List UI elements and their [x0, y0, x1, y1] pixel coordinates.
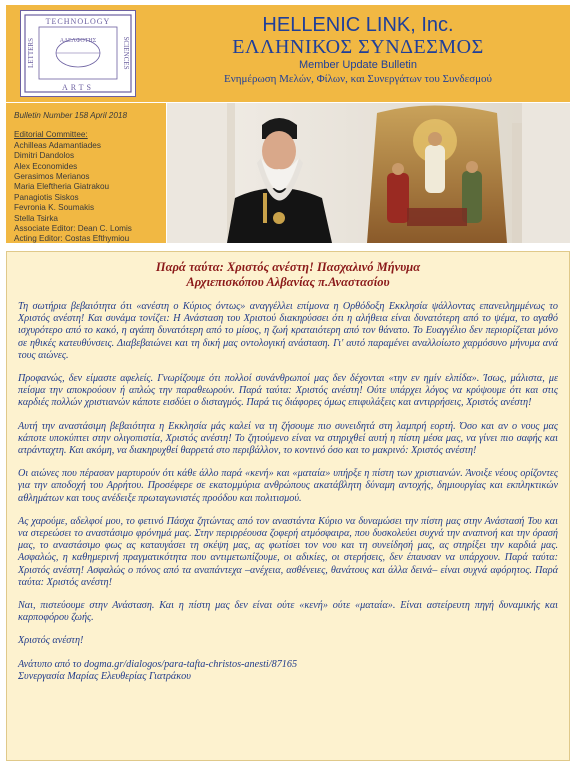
article-title-line-2: Αρχιεπισκόπου Αλβανίας π.Αναστασίου: [186, 275, 390, 289]
article-paragraph: Ναι, πιστεύουμε στην Ανάσταση. Και η πίστη μας δεν είναι ούτε «κενή» ούτε «ματαία». Είναι αστείρευτη πηγή δυναμικής και καρποφόρου ζωής.: [18, 600, 558, 624]
committee-member: Maria Eleftheria Giatrakou: [14, 182, 110, 192]
associate-editor: Associate Editor: Dean C. Lomis: [14, 224, 132, 234]
article-closing: Χριστός ανέστη!: [18, 635, 84, 647]
org-name-greek: ΕΛΛΗΝΙΚΟΣ ΣΥΝΔΕΣΜΟΣ: [232, 36, 484, 58]
contributor-line: Συνεργασία Μαρίας Ελευθερίας Γιατράκου: [18, 670, 191, 682]
logo-word-letters: LETTERS: [27, 38, 35, 68]
editorial-panel: [6, 103, 166, 243]
acting-editor: Acting Editor: Costas Efthymiou: [14, 234, 130, 244]
committee-member: Stella Tsirka: [14, 213, 58, 223]
article-title-line-1: Παρά ταύτα: Χριστός ανέστη! Πασχαλινό Μήνυμα: [155, 260, 421, 274]
committee-member: Panagiotis Siskos: [14, 192, 79, 202]
article-paragraph: Ας χαρούμε, αδελφοί μου, το φετινό Πάσχα ζητώντας από τον αναστάντα Κύριο να δυναμώσει την πίστη μας στην Ανάστασή Του και να στερεώσει το αναστάσιμο φρόνημά μας. Στην περιρρέουσα ζοφερή ατμόσφαιρα, που δυσκολεύει συχνά την αναπνοή και την όρασή μας, το αναστάσιμο φως ας καταυγάσει τη σκέψη μας, ας φωτίσει τον νου και τη συνείδησή μας, ας στηρίξει την καρδιά μας. Ασφαλώς, η καθημερινή πραγματικότητα που αντιμετωπίζουμε, οι αδικίες, οι στερήσεις, δεν έπαυσαν να υπάρχουν. Παρά ταύτα: Χριστός ανέστη! Ασφαλώς ο πόνος από τα αναπάντεχα –ανέχεια, ασθένειες, θανάτους και άλλα δεινά– είναι συχνά αφόρητος. Παρά ταύτα: Χριστός ανέστη!: [18, 515, 558, 588]
committee-member: Achilleas Adamantiades: [14, 140, 101, 150]
archbishop-photo: [167, 103, 570, 243]
photo-illustration: [167, 103, 570, 243]
logo-word-adelfotis: ΑΔΕΛΦΟΤΗΣ: [59, 38, 97, 44]
logo-word-sciences: SCIENCES: [122, 36, 130, 70]
article-content: [6, 251, 570, 761]
article-paragraph: Τη σωτήρια βεβαιότητα ότι «ανέστη ο Κύριος όντως» αναγγέλλει επίμονα η Ορθόδοξη Εκκλησία ψάλλοντας επανειλημμένως το Χριστός ανέστη! Και συνάμα τονίζει: Η Ανάσταση του Χριστού διακηρύσσει ότι η αλήθεια είναι δυνατότερη από το ψέμα, το αγαθό ισχυρότερο από το κακό, η αγάπη δυνατότερη από το μίσος, η ζωή κραταιότερη από τον θάνατο. Το Ευαγγέλιο δεν περιορίζεται μόνο σε ηθικές κατευθύνσεις. Διαβεβαιώνει και τη δική μας οντολογική ανάσταση. Γι' αυτό παραμένει αναλλοίωτο χαρμόσυνο μήνυμα ανά τους αιώνες.: [18, 301, 558, 361]
committee-heading: Editorial Committee:: [14, 130, 88, 140]
committee-member: Dimitri Dandolos: [14, 151, 75, 161]
article-paragraph: Προφανώς, δεν είμαστε αφελείς. Γνωρίζουμε ότι πολλοί συνάνθρωποί μας δεν δέχονται «την εν ημίν ελπίδα». Ίσως, μάλιστα, με πείσμα την αποκρούουν ή απλώς την παραθεωρούν. Παρά ταύτα: Χριστός ανέστη! Ούτε υπάρχει λόγος να κρύψουμε ότι και στις καρδιές πολλών χριστιανών κάποτε εισδύει ο δισταγμός. Παρά τις διάφορες όμως επιφυλάξεις και αντιρρήσεις, Χριστός ανέστη!: [18, 373, 558, 409]
committee-member: Fevronia K. Soumakis: [14, 203, 95, 213]
bulletin-number: Bulletin Number 158 April 2018: [14, 111, 128, 120]
source-line: Ανάτυπο από το dogma.gr/dialogos/para-tafta-christos-anesti/87165: [18, 658, 298, 670]
logo-word-technology: TECHNOLOGY: [45, 17, 111, 26]
article-title: [18, 260, 558, 290]
org-name-english: HELLENIC LINK, Inc.: [262, 14, 454, 36]
article-paragraph: Αυτή την αναστάσιμη βεβαιότητα η Εκκλησία μάς καλεί να τη ζήσουμε πιο συνειδητά στη λαμπρή εορτή. Όσο και αν ο νους μας κάποτε υποκύπτει στην ολιγοπιστία, Χριστός ανέστη! Το ζητούμενο είναι να στηριχθεί αυτή η πίστη μέσα μας, να γίνει πιο σαφής και ατράνταχτη. Και ακόμη, να διακηρυχθεί θαρρετά στο περιβάλλον, το κοντινό όσο και το μακρινό: Χριστός ανέστη!: [18, 420, 558, 457]
committee-member: Alex Economides: [14, 161, 78, 171]
bulletin-title-greek: Ενημέρωση Μελών, Φίλων, και Συνεργάτων του Συνδεσμού: [224, 73, 492, 85]
article-paragraph: Οι αιώνες που πέρασαν μαρτυρούν ότι κάθε άλλο παρά «κενή» και «ματαία» υπήρξε η πίστη των χριστιανών. Άνοιξε νέους ορίζοντες για την αποδοχή του Αρρήτου. Προσέφερε σε εκατομμύρια ανθρώπους ακατάβλητη δύναμη αντοχής, δημιουργίας και εκπληκτικών αθλημάτων και τους ανέδειξε πρωταγωνιστές προόδου και πολιτισμού.: [18, 468, 558, 504]
bulletin-title-english: Member Update Bulletin: [298, 59, 417, 71]
header-titles: [146, 5, 570, 86]
header-banner: [6, 5, 570, 102]
logo-word-arts: ARTS: [62, 83, 94, 92]
committee-member: Gerasimos Merianos: [14, 172, 90, 182]
hellenic-link-logo: [20, 10, 136, 97]
logo-emblem-icon: [21, 11, 135, 96]
